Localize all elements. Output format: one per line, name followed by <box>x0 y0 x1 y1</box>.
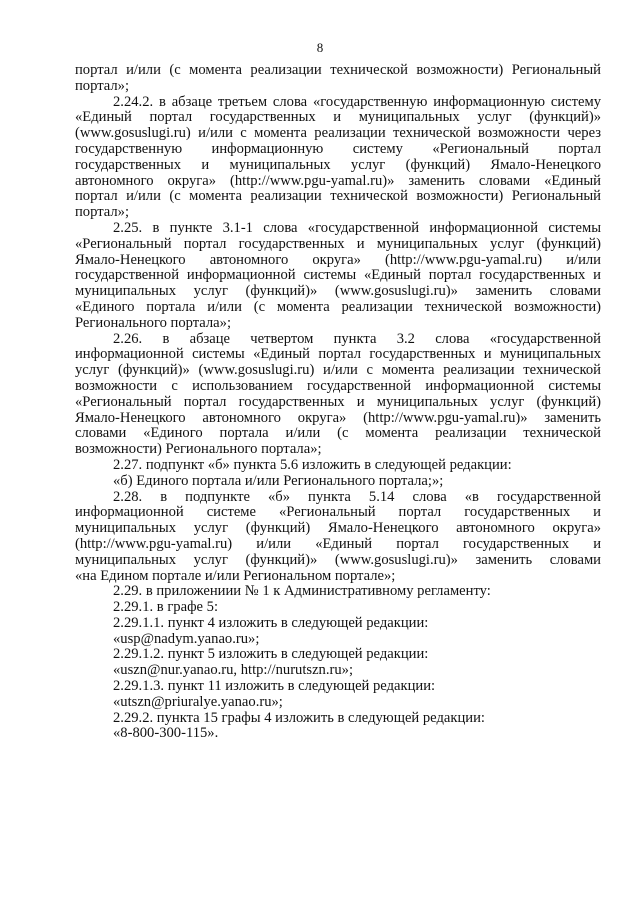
text-line: информационной системы «Единый портал государственных и муниципальных <box>75 346 601 363</box>
paragraph-continuation <box>75 63 601 95</box>
text-line: услуг (функций)» (www.gosuslugi.ru) и/или с момента реализации технической <box>75 362 601 379</box>
paragraph-2-27: 2.27. подпункт «б» пункта 5.6 изложить в следующей редакции: <box>113 456 512 473</box>
text-line: автономного округа» (http://www.pgu-yamal.ru)» заменить словами «Единый <box>75 172 601 189</box>
text-line: государственной информационной системы «Единый портал государственных и <box>75 267 601 284</box>
text-line: словами «Единого портала и/или (с момента реализации технической <box>75 425 601 442</box>
paragraph-email-nur: «uszn@nur.yanao.ru, http://nurutszn.ru»; <box>113 662 354 679</box>
text-line: информационной системе «Региональный портал государственных и <box>75 504 601 521</box>
text-line: возможности с использованием государственной информационной системы <box>75 377 601 394</box>
text-line: Регионального портала»; <box>75 314 232 331</box>
text-line: Ямало-Ненецкого автономного округа» (http://www.pgu-yamal.ru) и/или <box>75 251 601 268</box>
text-line: 2.24.2. в абзаце третьем слова «государственную информационную систему <box>113 93 601 110</box>
paragraph-email-priuralye: «utszn@priuralye.yanao.ru»; <box>113 693 283 710</box>
text-line: муниципальных услуг (функций)» (www.gosuslugi.ru)» заменить словами <box>75 283 601 300</box>
text-line: портал»; <box>75 77 130 94</box>
text-line: «на Едином портале и/или Региональном портале»; <box>75 567 396 584</box>
text-line: (www.gosuslugi.ru) и/или с момента реализации технической возможности через <box>75 125 601 142</box>
text-line: 2.26. в абзаце четвертом пункта 3.2 слова «государственной <box>113 330 601 347</box>
text-line: портал»; <box>75 204 130 221</box>
text-line: портал и/или (с момента реализации технической возможности) Региональный <box>75 188 601 205</box>
text-line: «Единого портала и/или (с момента реализации технической возможности) <box>75 298 601 315</box>
text-line: Ямало-Ненецкого автономного округа» (http://www.pgu-yamal.ru)» заменить <box>75 409 601 426</box>
paragraph-2-29-1-3: 2.29.1.3. пункт 11 изложить в следующей редакции: <box>113 678 436 695</box>
text-line: возможности) Регионального портала»; <box>75 441 322 458</box>
paragraph-2-29: 2.29. в приложениии № 1 к Административному регламенту: <box>113 583 491 600</box>
paragraph-2-28 <box>75 490 601 585</box>
paragraph-2-29-1-2: 2.29.1.2. пункт 5 изложить в следующей редакции: <box>113 646 429 663</box>
paragraph-2-26 <box>75 332 601 458</box>
paragraph-2-29-1-1: 2.29.1.1. пункт 4 изложить в следующей редакции: <box>113 614 429 631</box>
text-line: «Региональный портал государственных и муниципальных услуг (функций) <box>75 235 601 252</box>
paragraph-2-29-1: 2.29.1. в графе 5: <box>113 599 219 616</box>
text-line: 2.28. в подпункте «б» пункта 5.14 слова «в государственной <box>113 488 601 505</box>
page-number: 8 <box>316 40 324 55</box>
text-line: 2.25. в пункте 3.1-1 слова «государственной информационной системы <box>113 219 601 236</box>
text-line: муниципальных услуг (функций)» (www.gosuslugi.ru)» заменить словами <box>75 551 601 568</box>
text-line: «Региональный портал государственных и муниципальных услуг (функций) <box>75 393 601 410</box>
paragraph-2-24-2 <box>75 95 601 221</box>
text-line: портал и/или (с момента реализации технической возможности) Региональный <box>75 62 601 78</box>
text-line: (http://www.pgu-yamal.ru) и/или «Единый портал государственных и <box>75 535 601 552</box>
text-line: муниципальных услуг (функций) Ямало-Ненецкого автономного округа» <box>75 520 601 537</box>
document-body <box>75 63 601 742</box>
paragraph-email-nadym: «usp@nadym.yanao.ru»; <box>113 630 260 647</box>
paragraph-2-27-text: «б) Единого портала и/или Регионального портала;»; <box>113 472 444 489</box>
paragraph-2-25 <box>75 221 601 332</box>
paragraph-2-29-2: 2.29.2. пункта 15 графы 4 изложить в следующей редакции: <box>113 709 485 726</box>
text-line: «Единый портал государственных и муниципальных услуг (функций)» <box>75 109 601 126</box>
text-line: государственную информационную систему «Региональный портал <box>75 140 601 157</box>
paragraph-phone: «8-800-300-115». <box>113 725 219 742</box>
text-line: государственных и муниципальных услуг (функций) Ямало-Ненецкого <box>75 156 601 173</box>
